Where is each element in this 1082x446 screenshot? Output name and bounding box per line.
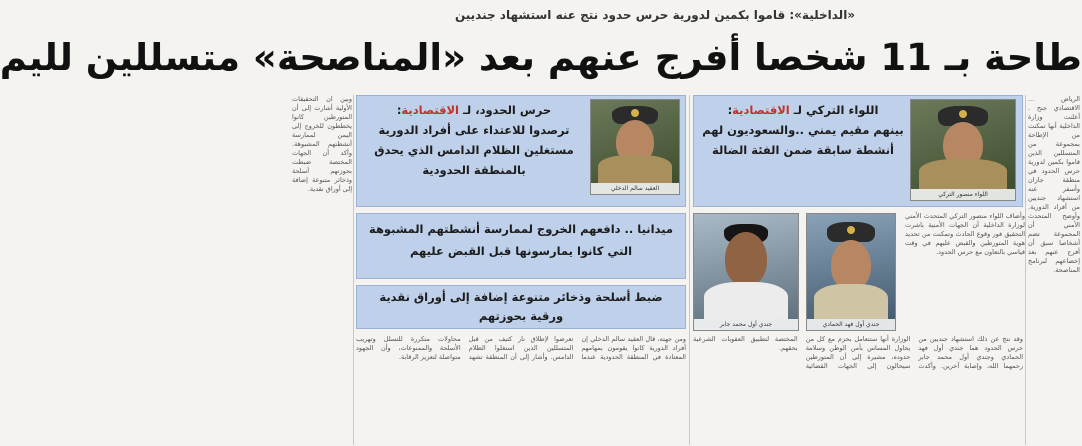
quote-intro: حرس الحدود، لـ [459, 103, 552, 117]
photo-soldier-jaber [693, 213, 799, 331]
main-headline: طاحة بـ 11 شخصا أفرج عنهم بعد «المناصحة» متسللين لليم [0, 36, 1082, 79]
cap-badge-icon [959, 110, 967, 118]
quote-intro-end: : [727, 103, 733, 117]
newspaper-name: الاقتصادية [732, 103, 790, 117]
column-divider-right [1025, 95, 1026, 445]
newspaper-name: الاقتصادية [401, 103, 459, 117]
photo-caption: جندي أول فهد الحمادي [807, 319, 895, 330]
quote-body: بينهم مقيم يمني ..والسعوديون لهم أنشطة سابقة ضمن الفئة الضالة [702, 123, 904, 157]
photo-caption: اللواء منصور التركي [911, 189, 1015, 200]
uniform-shape [919, 159, 1006, 189]
column-divider-left [353, 95, 354, 445]
quote-middle-left: ميدانيا .. دافعهم الخروج لممارسة أنشطتهم المشبوهة التي كانوا يمارسونها قبل القبض عليهم [368, 222, 674, 258]
cap-badge-icon [631, 109, 639, 117]
quote-intro: اللواء التركي لـ [789, 103, 879, 117]
quote-bottom-left: ضبط أسلحة وذخائر متنوعة إضافة إلى أوراق نقدية ورقية بحوزتهم [379, 290, 663, 323]
photo-caption: العقيد سالم الدخلي [591, 183, 679, 194]
article-column-middle-right: وأضاف اللواء منصور التركي المتحدث الأمني لوزارة الداخلية أن الجهات الأمنية باشرت التحقيق فور وقوع الحادث وتمكنت من تحديد هوية المتورطين والقبض عليهم في وقت قياسي بالتعاون مع حرس الحدود. [905, 212, 1025, 256]
article-column-right: الرياض ... الاقتصادي جنح . أعلنت وزارة الداخلية أنها تمكنت من الإطاحة بمجموعة من المتسللين الذين قاموا بكمين لدورية حرس الحدود في منطقة جازان وأسفر عنه استشهاد جنديين من أفراد الدورية. وأوضح المتحدث الأمني أن المجموعة تضم أشخاصا سبق أن أفرج عنهم بعد إخضاعهم لبرنامج المناصحة. [1028, 95, 1080, 274]
article-body-left: ومن جهته، قال العقيد سالم الدخلي إن أفراد الدورية كانوا يقومون بمهامهم المعتادة في المنطقة الحدودية عندما تعرضوا لإطلاق نار كثيف من قبل المتسللين الذين استغلوا الظلام الدامس. وأشار إلى أن المنطقة تشهد محاولات متكررة للتسلل وتهريب الأسلحة والممنوعات، وأن الجهود متواصلة لتعزيز الرقابة. [356, 335, 686, 361]
kicker-subheadline: «الداخلية»: قاموا بكمين لدورية حرس حدود نتج عنه استشهاد جنديين [454, 8, 856, 22]
quote-top-left [360, 100, 588, 200]
cap-badge-icon [847, 226, 855, 234]
uniform-shape [814, 284, 888, 319]
photo-caption: جندي أول محمد جابر [694, 319, 798, 330]
shirt-shape [704, 282, 787, 319]
photo-colonel-dakhili [590, 99, 680, 195]
column-divider-center [689, 95, 690, 445]
quote-intro-end: : [396, 103, 402, 117]
photo-soldier-hamadi [806, 213, 896, 331]
article-body-right: وقد نتج عن ذلك استشهاد جنديين من حرس الحدود هما جندي أول فهد الحمادي وجندي أول محمد جابر رحمهما الله، وإصابة آخرين. وأكدت الوزارة أنها ستتعامل بحزم مع كل من يحاول المساس بأمن الوطن وسلامة حدوده، مشيرة إلى أن المتورطين سيحالون إلى الجهات القضائية المختصة لتطبيق العقوبات الشرعية بحقهم. [693, 335, 1023, 370]
photo-general-turki [910, 99, 1016, 201]
face-shape [831, 240, 871, 290]
quote-top-right [698, 100, 908, 200]
quote-body: ترصدوا للاعتداء على أفراد الدورية مستغلين الظلام الدامس الذي يحدق بالمنطقة الحدودية [374, 123, 574, 177]
uniform-shape [598, 155, 672, 183]
article-column-left: وبين ان التحقيقات الأولية أشارت إلى أن المتورطين كانوا يخططون للخروج إلى اليمن لممارسة أنشطتهم المشبوهة. وأكد أن الجهات المختصة ضبطت بحوزتهم أسلحة وذخائر متنوعة إضافة إلى أوراق نقدية. [292, 95, 352, 193]
face-shape [725, 232, 767, 286]
